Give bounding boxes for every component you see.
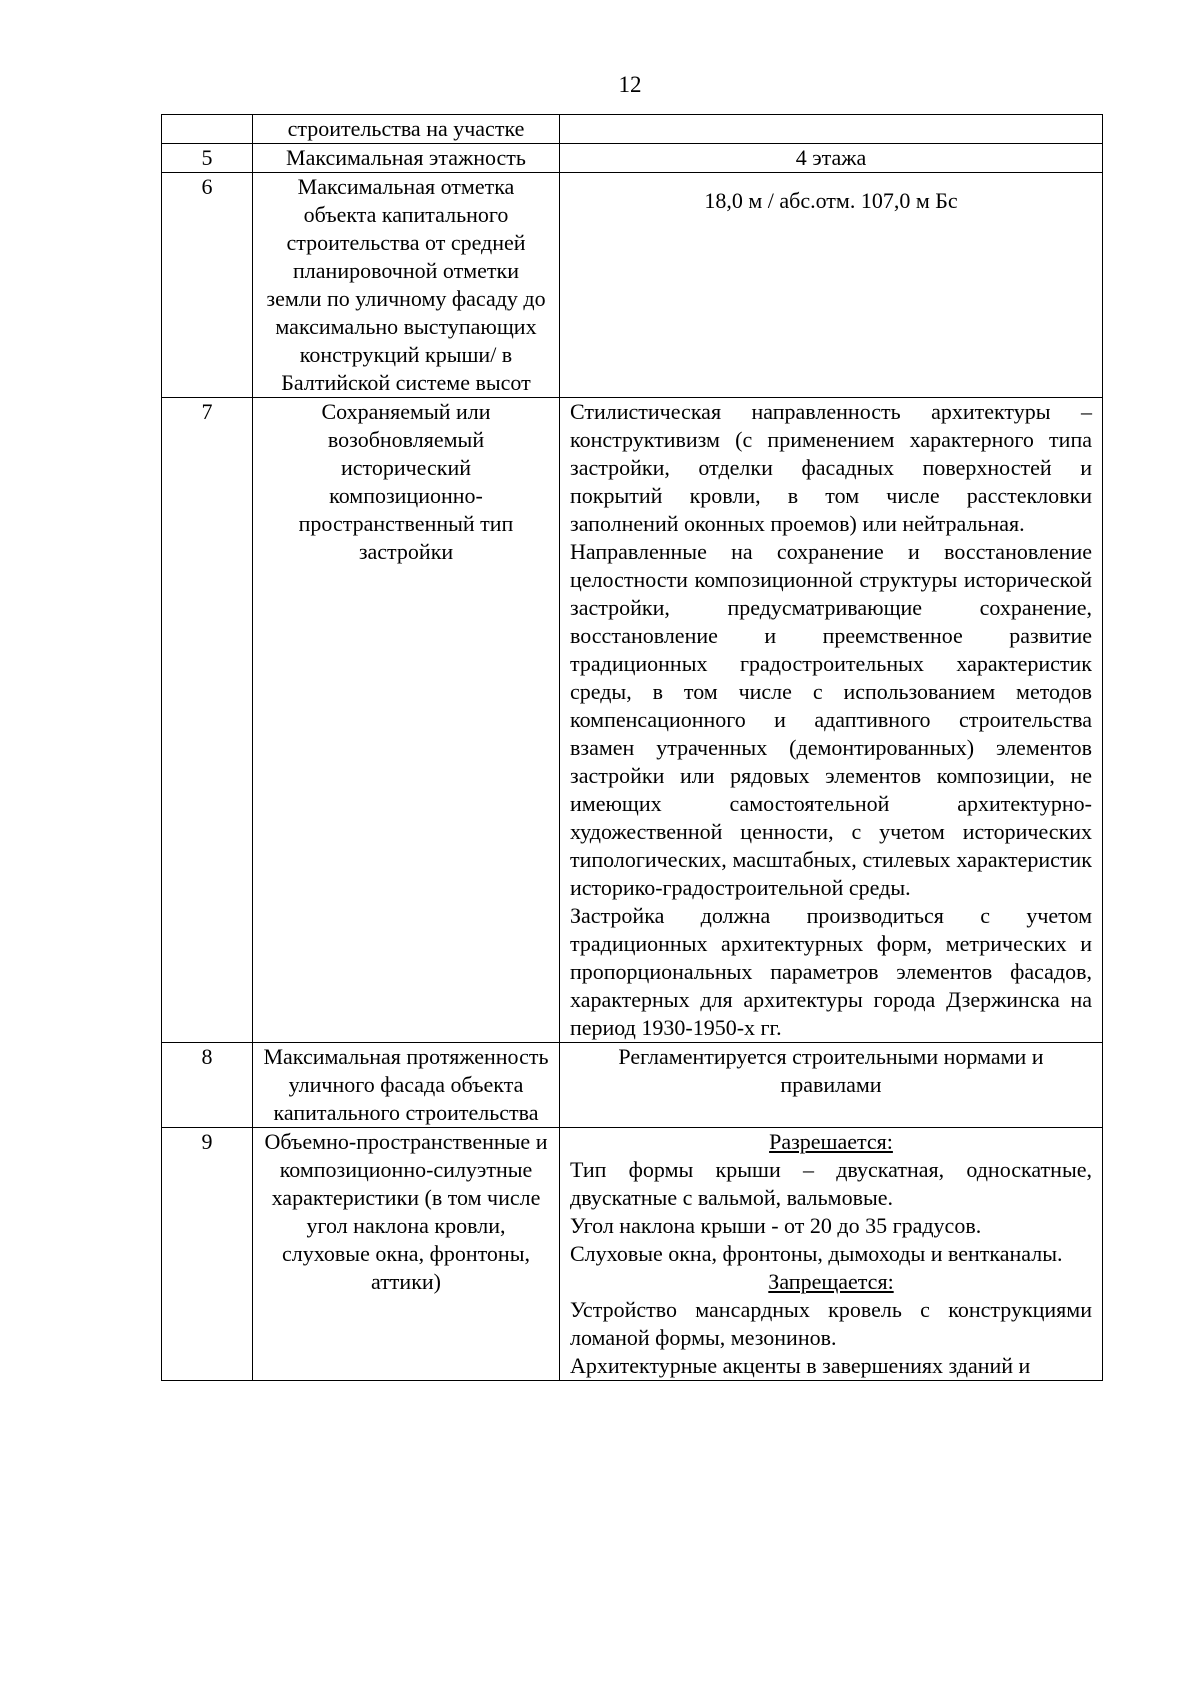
parameter-value: 18,0 м / абс.отм. 107,0 м Бс [704,188,958,213]
parameter-name: строительства на участке [253,115,560,144]
table-row [162,115,1103,144]
parameter-value [560,398,1103,1043]
parameter-name: Максимальная отметка объекта капитального строительства от средней планировочной отметки земли по уличному фасаду до максимально выступающих конструкций крыши/ в Балтийской системе высот [253,173,560,398]
parameter-value: 4 этажа [560,144,1103,173]
table-row [162,398,1103,1043]
parameter-value [560,115,1103,144]
forbidden-item: Устройство мансардных кровель с конструкциями ломаной формы, мезонинов. [570,1297,1092,1350]
row-number: 9 [162,1128,253,1381]
parameter-name: Сохраняемый или возобновляемый исторический композиционно-пространственный тип застройки [253,398,560,1043]
parameter-name: Объемно-пространственные и композиционно-силуэтные характеристики (в том числе угол наклона кровли, слуховые окна, фронтоны, аттики) [253,1128,560,1381]
row-number [162,115,253,144]
parameter-value [560,1128,1103,1381]
row-number: 8 [162,1043,253,1128]
row-number: 7 [162,398,253,1043]
table-row [162,144,1103,173]
allowed-item: Угол наклона крыши - от 20 до 35 градусов. [570,1213,982,1238]
value-paragraph: Застройка должна производиться с учетом традиционных архитектурных форм, метрических и пропорциональных параметров элементов фасадов, характерных для архитектуры города Дзержинска на период 1930-1950-х гг. [570,903,1092,1040]
forbidden-heading: Запрещается: [768,1269,894,1294]
parameter-name: Максимальная этажность [253,144,560,173]
parameter-name: Максимальная протяженность уличного фасада объекта капитального строительства [253,1043,560,1128]
allowed-heading: Разрешается: [769,1129,893,1154]
table-row [162,1128,1103,1381]
page-number: 12 [618,72,642,97]
row-number: 6 [162,173,253,398]
table-row [162,1043,1103,1128]
allowed-item: Слуховые окна, фронтоны, дымоходы и вентканалы. [570,1241,1063,1266]
regulations-table [161,114,1103,1381]
forbidden-item: Архитектурные акценты в завершениях зданий и [570,1353,1031,1378]
value-paragraph: Стилистическая направленность архитектуры – конструктивизм (с применением характерного типа застройки, отделки фасадных поверхностей и покрытий кровли, в том числе расстекловки заполнений оконных проемов) или нейтральная. [570,399,1092,536]
allowed-item: Тип формы крыши – двускатная, односкатные, двускатные с вальмой, вальмовые. [570,1157,1092,1210]
value-paragraph: Направленные на сохранение и восстановление целостности композиционной структуры исторической застройки, предусматривающие сохранение, восстановление и преемственное развитие традиционных градостроительных характеристик среды, в том числе с использованием методов компенсационного и адаптивного строительства взамен утраченных (демонтированных) элементов застройки или рядовых элементов композиции, не имеющих самостоятельной архитектурно-художественной ценности, с учетом исторических типологических, масштабных, стилевых характеристик историко-градостроительной среды. [570,539,1092,900]
row-number: 5 [162,144,253,173]
parameter-value: Регламентируется строительными нормами и правилами [560,1043,1103,1128]
table-row [162,173,1103,398]
